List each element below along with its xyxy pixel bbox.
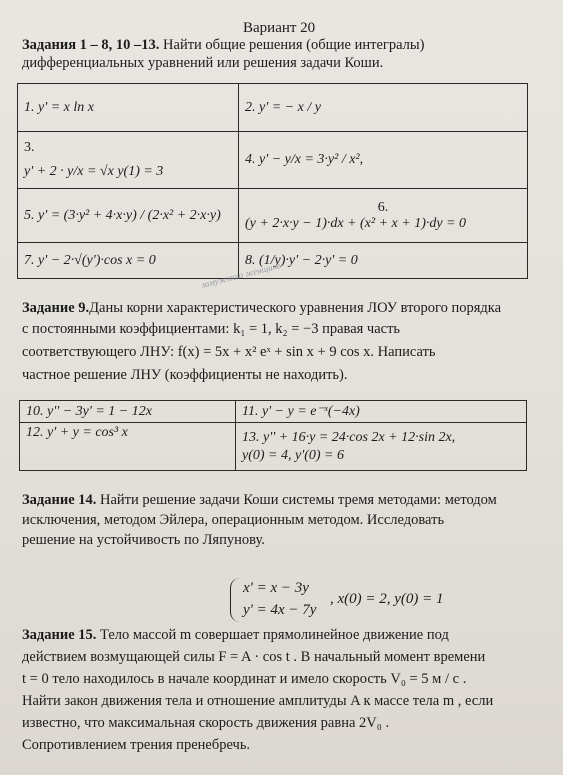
cell-task-6: 6. (y + 2·x·y − 1)·dx + (x² + x + 1)·dy = 0 bbox=[239, 189, 528, 243]
cell-task-13: 13. y'' + 16·y = 24·cos 2x + 12·sin 2x, y(0) = 4, y'(0) = 6 bbox=[236, 423, 527, 471]
task15-label: Задание 15. bbox=[22, 627, 97, 643]
system-conditions: , x(0) = 2, y(0) = 1 bbox=[330, 591, 444, 607]
variant-title: Вариант 20 bbox=[243, 20, 316, 36]
task14-label: Задание 14. bbox=[22, 492, 97, 508]
task15-line1: Задание 15. Тело массой m совершает прямолинейное движение под bbox=[22, 627, 449, 643]
system-eq-1: x' = x − 3y bbox=[243, 580, 309, 596]
task14-line1: Задание 14. Найти решение задачи Коши системы тремя методами: методом bbox=[22, 492, 497, 508]
task9-line3: соответствующего ЛНУ: f(x) = 5x + x² eˣ + sin x + 9 cos x. Написать bbox=[22, 344, 436, 360]
tasks-table-1 bbox=[17, 83, 528, 279]
cell-task-5: 5. y' = (3·y² + 4·x·y) / (2·x² + 2·x·y) bbox=[18, 189, 239, 243]
task9-line4: частное решение ЛНУ (коэффициенты не находить). bbox=[22, 367, 348, 383]
faint-stamp: замужнюю женщине bbox=[200, 260, 282, 290]
task15-line6: Сопротивлением трения пренебречь. bbox=[22, 737, 251, 753]
task15-line2: действием возмущающей силы F = A · cos t . В начальный момент времени bbox=[22, 649, 486, 665]
task9-line1: Задание 9.Даны корни характеристического уравнения ЛОУ второго порядка bbox=[22, 300, 502, 316]
cell-task-3: 3. y' + 2 · y/x = √x y(1) = 3 bbox=[18, 132, 239, 189]
task14-line3: решение на устойчивость по Ляпунову. bbox=[22, 532, 265, 548]
task15-line3: t = 0 тело находилось в начале координат и имело скорость V₀ = 5 м / c . bbox=[22, 671, 467, 687]
cell-task-12: 12. y' + y = cos³ x bbox=[20, 423, 236, 471]
cell-task-2: 2. y' = − x / y bbox=[239, 84, 528, 132]
tasks-table-2 bbox=[19, 400, 527, 471]
task15-line4: Найти закон движения тела и отношение амплитуды A к массе тела m , если bbox=[22, 693, 494, 709]
cell-task-8: 8. (1/y)·y' − 2·y' = 0 bbox=[239, 243, 528, 279]
cell-task-7: 7. y' − 2·√(y')·cos x = 0 bbox=[18, 243, 239, 279]
cell-task-1: 1. y' = x ln x bbox=[18, 84, 239, 132]
task9-line2: с постоянными коэффициентами: k₁ = 1, k₂ = −3 правая часть bbox=[22, 321, 401, 337]
task1-line1 bbox=[22, 37, 424, 54]
cell-task-11: 11. y' − y = e⁻ˣ(−4x) bbox=[236, 401, 527, 423]
system-brace bbox=[230, 578, 241, 622]
task14-line2: исключения, методом Эйлера, операционным методом. Исследовать bbox=[22, 512, 445, 528]
task9-label: Задание 9. bbox=[22, 300, 90, 316]
task1-label: Задания 1 – 8, 10 –13. bbox=[22, 37, 160, 53]
cell-task-10: 10. y'' − 3y' = 1 − 12x bbox=[20, 401, 236, 423]
system-eq-2: y' = 4x − 7y bbox=[243, 602, 317, 618]
task1-text1: Найти общие решения (общие интегралы) bbox=[163, 37, 425, 53]
cell-task-4: 4. y' − y/x = 3·y² / x², bbox=[239, 132, 528, 189]
task15-line5: известно, что максимальная скорость движения равна 2V₀ . bbox=[22, 715, 390, 731]
task1-line2: дифференциальных уравнений или решения задачи Коши. bbox=[22, 55, 384, 71]
